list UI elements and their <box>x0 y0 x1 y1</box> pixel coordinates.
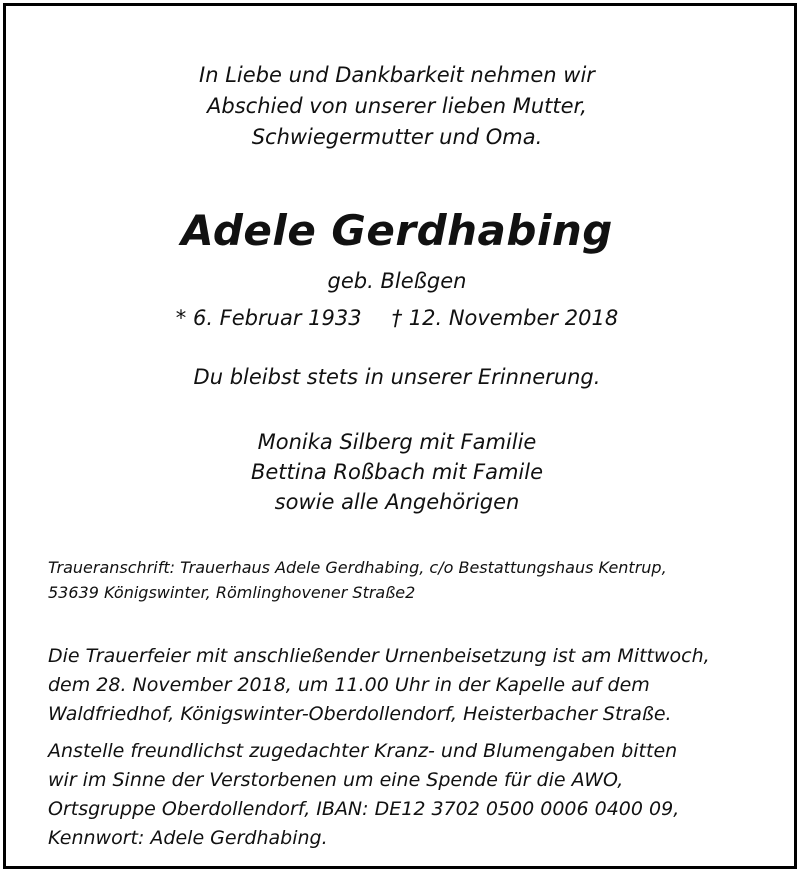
deceased-name: Adele Gerdhabing <box>181 206 613 255</box>
birth-name: geb. Bleßgen <box>327 269 467 293</box>
donation-info <box>48 737 768 853</box>
ceremony-line-1: Die Trauerfeier mit anschließender Urnenbeisetzung ist am Mittwoch, <box>48 645 710 667</box>
donation-line-3: Ortsgruppe Oberdollendorf, IBAN: DE12 3702 0500 0006 0400 09, <box>48 798 680 820</box>
ceremony-info <box>48 642 768 729</box>
intro-text <box>0 60 794 153</box>
birth-date: * 6. Februar 1933 <box>175 306 362 330</box>
donation-line-4: Kennwort: Adele Gerdhabing. <box>48 827 328 849</box>
memory-line: Du bleibst stets in unserer Erinnerung. <box>193 365 601 389</box>
mourner-1: Monika Silberg mit Familie <box>257 430 537 454</box>
intro-line-1: In Liebe und Dankbarkeit nehmen wir <box>199 63 595 87</box>
mourner-2: Bettina Roßbach mit Famile <box>250 460 544 484</box>
ceremony-line-3: Waldfriedhof, Königswinter-Oberdollendorf, Heisterbacher Straße. <box>48 703 672 725</box>
intro-line-3: Schwiegermutter und Oma. <box>251 125 543 149</box>
mourners-list <box>0 427 794 517</box>
donation-line-1: Anstelle freundlichst zugedachter Kranz- und Blumengaben bitten <box>48 740 678 762</box>
donation-line-2: wir im Sinne der Verstorbenen um eine Spende für die AWO, <box>48 769 624 791</box>
intro-line-2: Abschied von unserer lieben Mutter, <box>207 94 587 118</box>
address-line-2: 53639 Königswinter, Römlinghovener Straße2 <box>48 583 416 602</box>
life-dates <box>0 303 794 333</box>
mourning-address <box>48 555 768 605</box>
mourner-3: sowie alle Angehörigen <box>274 490 520 514</box>
address-line-1: Traueranschrift: Trauerhaus Adele Gerdhabing, c/o Bestattungshaus Kentrup, <box>48 558 667 577</box>
ceremony-line-2: dem 28. November 2018, um 11.00 Uhr in der Kapelle auf dem <box>48 674 650 696</box>
death-date: † 12. November 2018 <box>391 306 619 330</box>
